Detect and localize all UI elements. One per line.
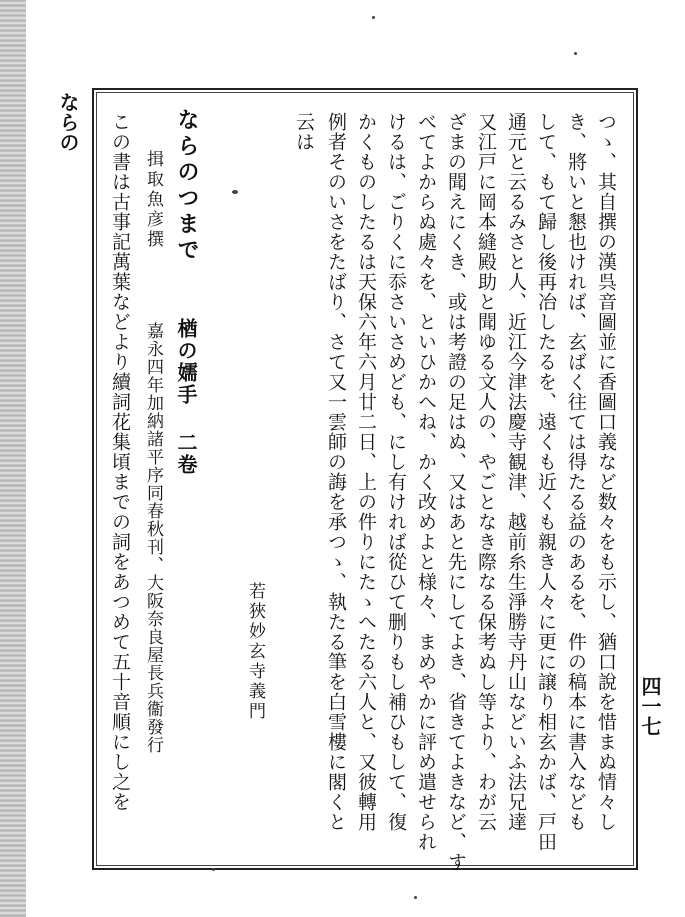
signature: 若狹妙玄寺義門 [245,582,265,722]
body-line: つゝ、其自撰の漢呉音圖並に香圖口義など数々をも示し、猶口說を惜まぬ情々し [595,112,617,832]
body-line: 通元と云るみさと人、近江今津法慶寺観津、越前糸生淨勝寺丹山などいふ法兄達 [505,112,527,832]
scan-speck [414,896,417,899]
page-number: 四一七 [638,676,662,736]
body-line: して、もて歸し後再冶したるを、遠くも近くも親き人々に更に譲り相玄かば、戸田 [535,112,557,852]
entry-attribution: 揖取魚彦撰 [143,150,163,250]
body-line: ざまの聞えにくき、或は考證の足はぬ、又はあと先にしてよき、省きてよきなど、す [445,112,467,872]
body-line: 云は [293,112,315,152]
body-line: けるは、ごりくに忝さいさめども、にし有ければ從ひて删りもし補ひもして、復 [385,112,407,832]
scan-speck [574,52,577,55]
entry-subtitle: 楢の嬬手 二卷 [174,318,198,476]
entry-description: この書は古事記萬葉などより續詞花集頃までの詞をあつめて五十音順にし之を [109,112,131,812]
scan-speck [232,190,238,194]
entry-publication: 嘉永四年加納諸平序同春秋刊、大阪奈良屋長兵衞發行 [143,322,163,754]
body-line: べてよからぬ處々を、といひかへね、かく改めよと様々、まめやかに評め遣せられ [415,112,437,852]
body-line: 又江戸に岡本縫殿助と聞ゆる文人の、やごとなき際なる保考ぬし等より、わが云 [475,112,497,832]
scan-speck [372,16,375,19]
entry-title: ならのつまで [174,108,200,264]
running-header: ならの [56,92,80,152]
scan-speck [212,868,215,871]
body-line: 例者そのいさをたばり、さて又一雲師の誨を承つゝ、執たる筆を白雪樓に閣くと [325,112,347,832]
page-binding-edge [0,0,26,917]
body-line: かくものしたるは天保六年六月廿二日、上の件りにたゝへたる六人と、又彼轉用 [355,112,377,832]
body-line: き、將いと懇也ければ、玄ばく往ては得たる益のあるを、件の稿本に書入なども [565,112,587,832]
